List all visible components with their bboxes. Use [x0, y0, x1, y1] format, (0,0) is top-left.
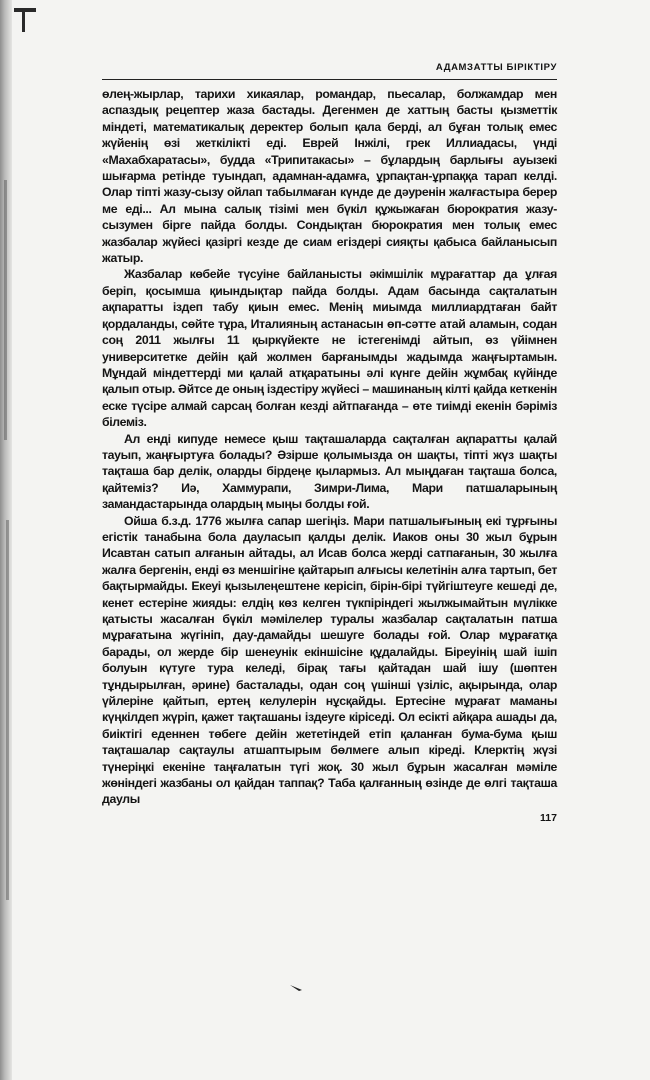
scan-artifact [14, 8, 36, 12]
paragraph: Жазбалар көбейе түсуіне байланысты әкімшілік мұрағаттар да ұлғая беріп, қосымша қиындықтар пайда болды. Адам басында сақталатын ақпаратты іздеп табу қиын емес. Менің миымда миллиардтаған байт қордаланды, сөйте тұра, Италияның астанасын өп-сәтте атай аламын, содан соң 2011 жылғы 11 қыркүйекте не істегенімді айтып, өз үйімнен университетке дейін қай жолмен барғанымды жадымда жаңғыртамын. Мұндай міндеттерді ми қалай атқаратыны әлі күнге дейін жұмбақ күйінде қалып отыр. Әйтсе де оның іздестіру жүйесі – машинаның кілті қайда кеткенін еске түсіре алмай сарсаң болған кезді айтпағанда – өте тиімді екенін бәріміз білеміз. [102, 267, 557, 430]
paragraph: Ойша б.з.д. 1776 жылға сапар шегіңіз. Мари патшалығының екі тұрғыны егістік танабына бола дауласып қалды делік. Иаков оны 30 жыл бұрын Исавтан сатып алғанын айтады, ал Исав болса жерді сатпағанын, 30 жылға жалға бергенін, енді өз меншігіне қайтарып алғысы келетінін алға тартып, бет бақтырмайды. Екеуі қызылеңештене керісіп, бірін-бірі түйгіштеуге кешеді де, кенет естеріне жияды: елдің көз келген түкпіріндегі жылжымайтын мүлікке қатысты жасалған бүкіл мәмілелер туралы жазбалар сақталатын патша мұрағатына жүгініп, дау-дамайды шешуге болады ғой. Олар мұрағатқа барады, ол жерде бір шенеунік екіншісіне құдалайды. Біреуінің шай ішіп болуын күтуге тура келеді, бірақ тағы қайтадан шай ішу (шөптен тұндырылған, әрине) басталады, одан соң үшінші үзіліс, ақырында, олар үйлеріне қайтып, ертең келулерін нұсқайды. Ертесіне мұрағат маманы күңкілдеп жүріп, қажет тақташаны іздеуге кіріседі. Ол есікті айқара ашады да, биіктігі еденнен төбеге дейін жететіндей етіп қаланған бума-бума қыш тақташалар сақтаулы атшаптырым бөлмеге алып кіреді. Клерктің жүзі түнеріңкі екеніне таңғалатын түгі жоқ. 30 жыл бұрын жасалған мәміле жөніндегі жазбаны ол қайдан таппақ? Таба қалғанның өзінде де өлгі тақташа даулы [102, 513, 557, 807]
scan-artifact [22, 10, 25, 32]
paragraph: өлең-жырлар, тарихи хикаялар, романдар, пьесалар, болжамдар мен аспаздық рецептер жаза бастады. Дегенмен де хаттың басты қызметтік міндеті, математикалық деректер болып қала берді, ал бұған толық емес жүйенің өзі жеткілікті еді. Еврей Інжілі, грек Иллиадасы, үнді «Махабхаратасы», будда «Трипитакасы» – бұлардың барлығы ауызекі шығарма ретінде туындап, адамнан-адамға, ұрпақтан-ұрпаққа тарап келді. Олар тіпті жазу-сызу ойлап табылмаған күнде де дәуренін жалғастыра берер ме еді... Ал мына салық тізімі мен бүкіл құжыжаған бюрократия жазу-сызумен бірге пайда болды. Сондықтан бюрократия мен толық емес жазбалар жүйесі қазіргі кезде де сиам егіздері сияқты қабыса байланысып жатыр. [102, 87, 557, 266]
page-number: 117 [540, 812, 557, 824]
scan-artifact [4, 180, 7, 440]
scan-artifact [290, 985, 302, 991]
paragraph: Ал енді кипуде немесе қыш тақташаларда сақталған ақпаратты қалай тауып, жаңғыртуға болады? Әзірше қолымызда он шақты, тіпті жүз шақты тақташа бар делік, оларды бірдеңе қылармыз. Ал мыңдаған тақташа болса, қайтеміз? Иә, Хаммурапи, Зимри-Лима, Мари патшаларының замандастарында олардың мыңы болды ғой. [102, 431, 557, 512]
scan-artifact [6, 520, 9, 900]
header-rule [102, 79, 557, 80]
main-text [102, 86, 557, 808]
running-header: АДАМЗАТТЫ БІРІКТІРУ [435, 62, 557, 73]
